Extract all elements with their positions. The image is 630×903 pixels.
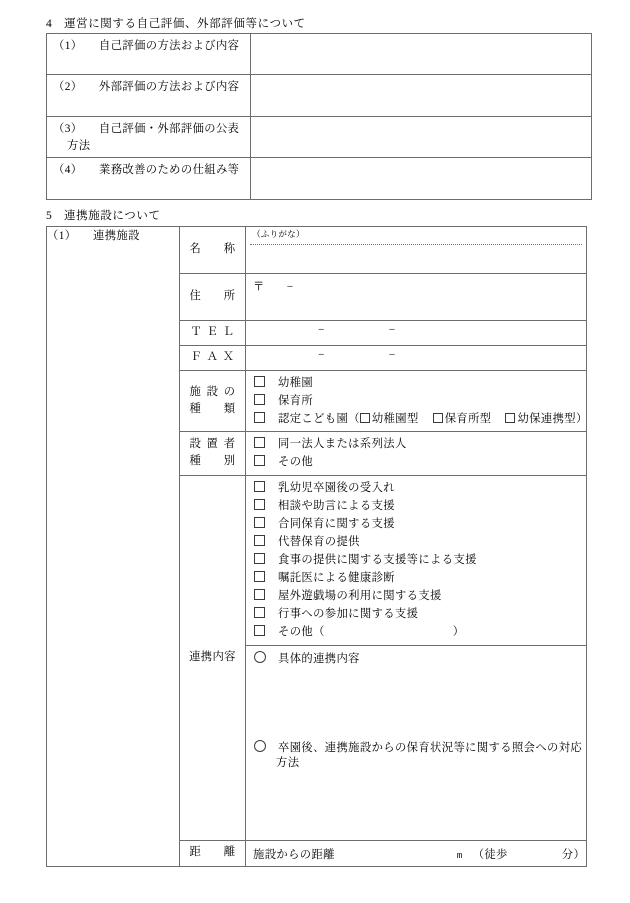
cooperation-option-meal-support[interactable] xyxy=(246,551,586,569)
eval-row-1-number: （1） xyxy=(53,40,83,52)
owner-type-key-line2: 種別 xyxy=(189,455,236,468)
checkbox-icon[interactable] xyxy=(254,412,265,423)
zip-dash: − xyxy=(286,281,294,293)
evaluation-table xyxy=(46,33,592,200)
eval-row-3-label-line2: 方法 xyxy=(67,139,91,152)
cooperation-option-label: 代替保育の提供 xyxy=(278,535,360,548)
checkbox-icon[interactable] xyxy=(254,481,265,492)
eval-row-4-label-cell xyxy=(47,158,251,200)
checkbox-icon[interactable] xyxy=(254,499,265,510)
name-key-cell xyxy=(180,227,246,274)
checkbox-icon[interactable] xyxy=(505,413,515,423)
distance-value-cell[interactable] xyxy=(246,840,587,866)
distance-label: 施設からの距離 xyxy=(253,848,335,861)
owner-type-option-label: その他 xyxy=(278,456,314,469)
eval-row-4-label: 業務改善のための仕組み等 xyxy=(99,164,240,176)
partner-item-label: 連携施設 xyxy=(93,230,140,242)
table-row xyxy=(47,158,592,200)
distance-input-area[interactable] xyxy=(246,841,586,866)
zip-symbol: 〒 xyxy=(253,281,265,293)
checkbox-icon[interactable] xyxy=(254,535,265,546)
facility-type-option-list xyxy=(246,371,586,431)
eval-row-1-label: 自己評価の方法および内容 xyxy=(99,40,240,52)
cooperation-option-label: 食事の提供に関する支援等による支援 xyxy=(278,553,477,566)
checkbox-icon[interactable] xyxy=(254,394,265,405)
cooperation-option-consultation[interactable] xyxy=(246,497,586,515)
table-row-name xyxy=(47,227,587,274)
eval-row-3-number: （3） xyxy=(53,123,83,135)
walk-unit: 分） xyxy=(561,848,586,861)
furigana-divider xyxy=(250,244,582,245)
furigana-label: （ふりがな） xyxy=(252,229,305,239)
facility-type-option-label: 幼稚園 xyxy=(278,377,314,389)
tel-value-cell[interactable] xyxy=(246,321,587,346)
facility-type-paren-close: ） xyxy=(575,413,588,426)
checkbox-icon[interactable] xyxy=(254,437,265,448)
facility-type-key-line2: 種類 xyxy=(189,403,236,416)
checkbox-icon[interactable] xyxy=(254,455,265,466)
checkbox-icon[interactable] xyxy=(254,553,265,564)
eval-row-2-label-cell xyxy=(47,75,251,117)
facility-type-option-kindergarten[interactable] xyxy=(246,374,586,392)
facility-type-key-line1: 施設の xyxy=(189,385,236,398)
partner-item-cell xyxy=(47,227,180,867)
section-heading-evaluation xyxy=(46,19,306,31)
cooperation-free-item-details[interactable] xyxy=(246,646,586,735)
tel-key-label: ＴＥＬ xyxy=(190,326,235,339)
tel-key-cell xyxy=(180,321,246,346)
owner-type-option-label: 同一法人または系列法人 xyxy=(278,438,407,451)
table-row xyxy=(47,34,592,75)
tel-input-area[interactable] xyxy=(246,321,586,345)
cooperation-option-admission[interactable] xyxy=(246,479,586,497)
name-value-cell[interactable] xyxy=(246,227,587,274)
cooperation-option-medical-checkup[interactable] xyxy=(246,569,586,587)
checkbox-icon[interactable] xyxy=(433,413,443,423)
facility-type-option-label: 保育所 xyxy=(278,395,314,408)
checkbox-icon[interactable] xyxy=(254,607,265,618)
eval-row-2-number: （2） xyxy=(53,81,83,93)
cooperation-option-label: 乳幼児卒園後の受入れ xyxy=(278,481,395,494)
distance-key-label: 距離 xyxy=(189,846,236,859)
cooperation-free-item-label-line2: 方法 xyxy=(276,757,300,770)
section-title-5: 連携施設について xyxy=(64,210,161,222)
cooperation-free-item-inquiry[interactable] xyxy=(246,735,586,840)
fax-dash-1: − xyxy=(318,349,325,361)
cooperation-key-cell xyxy=(180,475,246,840)
cooperation-option-events[interactable] xyxy=(246,605,586,623)
checkbox-icon[interactable] xyxy=(254,571,265,582)
facility-type-option-nursery[interactable] xyxy=(246,392,586,410)
cooperation-free-list xyxy=(246,646,586,840)
tel-dash-1: − xyxy=(318,324,325,336)
fax-key-label: ＦＡＸ xyxy=(190,351,235,364)
owner-type-option-other[interactable] xyxy=(246,453,586,471)
facility-type-option-certified[interactable] xyxy=(246,410,586,428)
facility-type-option-label: 認定こども園 xyxy=(278,413,349,426)
fax-input-area[interactable] xyxy=(246,346,586,370)
cooperation-option-joint-childcare[interactable] xyxy=(246,515,586,533)
owner-type-key-cell xyxy=(180,432,246,475)
address-value-cell[interactable] xyxy=(246,274,587,321)
section-heading-partner xyxy=(46,211,161,223)
eval-row-3-value-cell[interactable] xyxy=(251,117,592,158)
facility-type-options-cell xyxy=(246,371,587,432)
checkbox-icon[interactable] xyxy=(254,625,265,636)
cooperation-key-label: 連携内容 xyxy=(189,650,236,663)
fax-key-cell xyxy=(180,346,246,371)
fax-value-cell[interactable] xyxy=(246,346,587,371)
cooperation-free-item-label: 卒園後、連携施設からの保育状況等に関する照会への対応 xyxy=(278,741,583,754)
address-key-cell xyxy=(180,274,246,321)
checkbox-icon[interactable] xyxy=(254,517,265,528)
partner-item-number: （1） xyxy=(47,230,77,242)
cooperation-option-label: 嘱託医による健康診断 xyxy=(278,572,395,585)
cooperation-options-cell xyxy=(246,475,587,645)
section-title-4: 運営に関する自己評価、外部評価等について xyxy=(64,18,306,30)
cooperation-option-label: 行事への参加に関する支援 xyxy=(278,608,419,621)
eval-row-4-number: （4） xyxy=(53,164,83,176)
distance-unit: m xyxy=(456,850,463,861)
facility-type-paren-open: （ xyxy=(348,413,360,426)
cooperation-free-cell xyxy=(246,645,587,840)
table-row xyxy=(47,117,592,158)
eval-row-2-label: 外部評価の方法および内容 xyxy=(99,81,240,93)
cooperation-option-label: 相談や助言による支援 xyxy=(278,499,395,512)
facility-subtype-nursery: 保育所型 xyxy=(444,413,492,426)
section-number-5: 5 xyxy=(46,210,53,222)
eval-row-3-label-cell xyxy=(47,117,251,158)
cooperation-option-label: 屋外遊戯場の利用に関する支援 xyxy=(278,590,442,603)
distance-key-cell xyxy=(180,840,246,866)
section-number-4: 4 xyxy=(46,18,53,30)
name-value xyxy=(246,239,586,261)
cooperation-option-label: その他（ xyxy=(278,626,325,639)
checkbox-icon[interactable] xyxy=(360,413,370,423)
eval-row-3-label: 自己評価・外部評価の公表 xyxy=(99,123,240,135)
facility-subtype-kindergarten: 幼稚園型 xyxy=(371,413,419,426)
owner-type-option-same-corporation[interactable] xyxy=(246,435,586,453)
walk-prefix: （徒歩 xyxy=(472,848,508,861)
checkbox-icon[interactable] xyxy=(254,376,265,387)
address-key-label: 住所 xyxy=(189,290,236,303)
eval-row-4-value-cell[interactable] xyxy=(251,158,592,200)
table-row xyxy=(47,75,592,117)
circle-bullet-icon xyxy=(254,740,266,752)
cooperation-option-substitute-childcare[interactable] xyxy=(246,533,586,551)
facility-subtype-integrated: 幼保連携型 xyxy=(517,413,576,426)
cooperation-option-list xyxy=(246,476,586,645)
cooperation-option-other[interactable] xyxy=(246,623,586,641)
cooperation-other-paren-close: ） xyxy=(452,626,465,639)
cooperation-option-label: 合同保育に関する支援 xyxy=(278,517,395,530)
address-input-area[interactable] xyxy=(246,274,586,320)
eval-row-1-value-cell[interactable] xyxy=(251,34,592,75)
partner-facility-table xyxy=(46,226,587,867)
name-key-label: 名称 xyxy=(189,243,236,256)
eval-row-1-label-cell xyxy=(47,34,251,75)
owner-type-option-list xyxy=(246,432,586,474)
owner-type-options-cell xyxy=(246,432,587,475)
cooperation-free-item-label: 具体的連携内容 xyxy=(278,652,360,665)
facility-type-key-cell xyxy=(180,371,246,432)
checkbox-icon[interactable] xyxy=(254,589,265,600)
cooperation-option-playground[interactable] xyxy=(246,587,586,605)
owner-type-key-line1: 設置者 xyxy=(189,437,236,450)
circle-bullet-icon xyxy=(254,651,266,663)
name-input-area[interactable] xyxy=(246,227,586,273)
tel-dash-2: − xyxy=(388,324,396,336)
fax-dash-2: − xyxy=(388,349,396,361)
eval-row-2-value-cell[interactable] xyxy=(251,75,592,117)
